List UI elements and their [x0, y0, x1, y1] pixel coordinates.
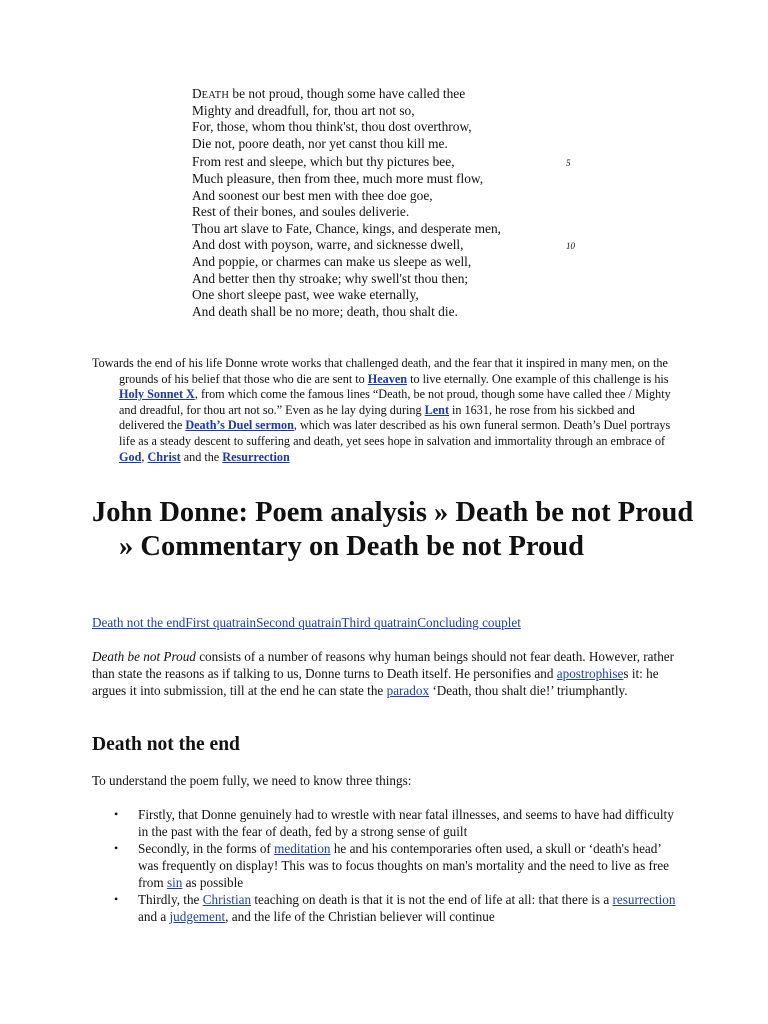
para-text: in 1631, he rose from his sickbed and delivered the — [119, 402, 635, 433]
list-item-text: Firstly, that Donne genuinely had to wrestle with near fatal illnesses, and seems to have had difficulty in the past with the fear of death, fed by a strong sense of guilt — [138, 807, 674, 839]
bullet-icon: • — [114, 807, 119, 821]
god-link[interactable]: God — [119, 449, 142, 464]
para-text: , from which come the famous lines “Death, be not proud, though some have called thee / Mighty and dreadful, for thou art not so.” Even as he lay dying during — [119, 387, 671, 417]
toc-link-concluding-couplet[interactable]: Concluding couplet — [417, 615, 521, 630]
poem-line-text: From rest and sleepe, which but thy pictures bee, — [192, 154, 455, 170]
poem-line: Mighty and dreadfull, for, thou art not so, — [192, 102, 415, 118]
poem-line: One short sleepe past, wee wake eternally, — [192, 287, 419, 303]
resurrection-link[interactable]: Resurrection — [222, 449, 290, 464]
poem-line: And better then thy stroake; why swell'st thou then; — [192, 270, 469, 286]
page-title: John Donne: Poem analysis » Death be not Proud » Commentary on Death be not Proud — [92, 497, 694, 562]
list-item-text: he and his contemporaries often used, a skull or ‘death's head’ was frequently on display! This was to focus thoughts on man's mortality and the need to live as free from — [138, 841, 669, 890]
bullet-icon: • — [114, 841, 119, 855]
list-item — [92, 806, 682, 840]
para-text: , which was later described as his own funeral sermon. Death’s Duel portrays life as a steady descent to suffering and death, yet sees hope in salvation and immortality through an embrace of — [119, 418, 671, 448]
section-heading: Death not the end — [92, 734, 240, 755]
poem-line: And death shall be no more; death, thou shalt die. — [192, 303, 458, 319]
para-text: , — [141, 449, 148, 464]
bullet-icon: • — [114, 892, 119, 906]
list-item — [92, 891, 682, 925]
paradox-link[interactable]: paradox — [386, 683, 430, 698]
poem-line-10 — [192, 237, 612, 254]
section-lead: To understand the poem fully, we need to know three things: — [92, 773, 412, 788]
toc-link-third-quatrain[interactable]: Third quatrain — [341, 615, 418, 630]
para-text: and the — [180, 449, 223, 464]
list-item-text: and a — [138, 909, 170, 924]
donne-biography-paragraph — [92, 356, 679, 465]
sin-link[interactable]: sin — [166, 875, 183, 890]
toc-link-death-not-the-end[interactable]: Death not the end — [92, 615, 186, 630]
poem-line: Thou art slave to Fate, Chance, kings, and desperate men, — [192, 220, 502, 236]
poem-line: For, those, whom thou think'st, thou dost overthrow, — [192, 119, 472, 135]
section-links — [92, 614, 521, 631]
poem-line: Rest of their bones, and soules deliverie. — [192, 204, 410, 220]
deaths-duel-sermon-link[interactable]: Death’s Duel sermon — [185, 418, 294, 433]
list-item-text: Thirdly, the — [138, 892, 203, 907]
poem-first-line-text: be not proud, though some have called thee — [229, 86, 466, 101]
bullet-list — [92, 806, 682, 925]
line-number: 5 — [566, 158, 571, 169]
para-text: ‘Death, thou shalt die!’ triumphantly. — [429, 683, 628, 698]
meditation-link[interactable]: meditation — [274, 841, 331, 856]
poem-line: Much pleasure, then from thee, much more must flow, — [192, 170, 484, 186]
resurrection-link-2[interactable]: resurrection — [612, 892, 676, 907]
list-item — [92, 840, 682, 891]
para-text: Towards the end of his life Donne wrote works that challenged death, and the fear that it inspired in many men, on the grounds of his belief that those who die are sent to — [92, 356, 668, 386]
poem-first-word-smallcaps: EATH — [201, 90, 230, 101]
poem-line-5 — [192, 154, 612, 171]
poem-title-italic: Death be not Proud — [92, 649, 196, 664]
christian-link[interactable]: Christian — [202, 892, 252, 907]
heaven-link[interactable]: Heaven — [367, 371, 408, 386]
poem-first-word-cap: D — [192, 86, 202, 101]
list-item-text: Secondly, in the forms of — [138, 841, 275, 856]
line-number: 10 — [566, 241, 575, 252]
para-text: s it: he argues it into submission, till at the end he can state the — [92, 666, 659, 698]
para-text: consists of a number of reasons why human beings should not fear death. However, rather than state the reasons as if talking to us, Donne turns to Death itself. He personifies and — [92, 649, 675, 681]
intro-paragraph — [92, 648, 682, 699]
holy-sonnet-link[interactable]: Holy Sonnet X — [119, 387, 195, 402]
poem-line: And poppie, or charmes can make us sleepe as well, — [192, 253, 472, 269]
lent-link[interactable]: Lent — [424, 402, 449, 417]
list-item-text: teaching on death is that it is not the end of life at all: that there is a — [251, 892, 613, 907]
judgement-link[interactable]: judgement — [169, 909, 226, 924]
poem-line — [192, 86, 612, 103]
toc-link-first-quatrain[interactable]: First quatrain — [185, 615, 257, 630]
toc-link-second-quatrain[interactable]: Second quatrain — [256, 615, 342, 630]
para-text: to live eternally. One example of this challenge is his — [407, 371, 669, 386]
poem-line-text: And dost with poyson, warre, and sicknesse dwell, — [192, 237, 464, 253]
poem-block — [192, 86, 612, 320]
apostrophise-link[interactable]: apostrophise — [556, 666, 624, 681]
poem-line: And soonest our best men with thee doe goe, — [192, 187, 433, 203]
list-item-text: , and the life of the Christian believer will continue — [225, 909, 495, 924]
poem-line: Die not, poore death, nor yet canst thou kill me. — [192, 135, 448, 151]
christ-link[interactable]: Christ — [147, 449, 181, 464]
list-item-text: as possible — [182, 875, 244, 890]
